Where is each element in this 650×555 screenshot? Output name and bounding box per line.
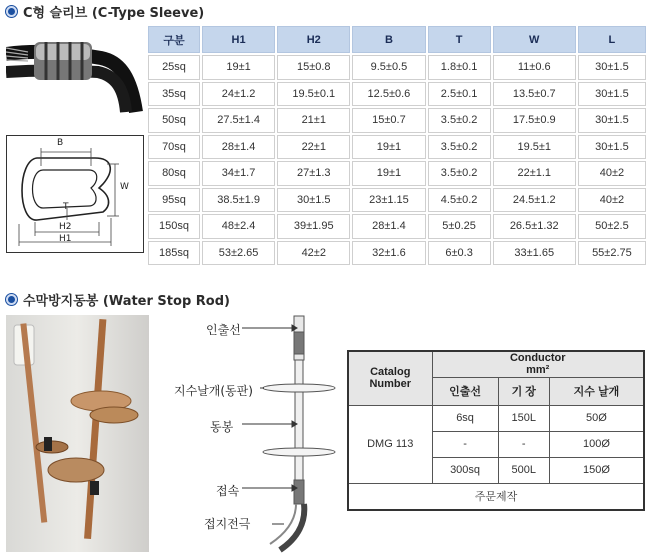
sleeve-section-title — [6, 2, 204, 21]
catalog-header: Catalog Number — [348, 351, 432, 405]
table-cell: 2.5±0.1 — [428, 82, 491, 107]
table-cell: 55±2.75 — [578, 241, 646, 266]
table-cell: 50Ø — [549, 405, 644, 431]
row-header-cell: 50sq — [148, 108, 200, 133]
catalog-number-cell: DMG 113 — [348, 405, 432, 483]
table-cell: 300sq — [432, 457, 498, 483]
dim-label-b: B — [57, 138, 64, 148]
dim-label-h1: H1 — [59, 234, 72, 244]
bullet-icon — [6, 6, 17, 17]
table-cell: 21±1 — [277, 108, 350, 133]
table-row — [148, 55, 646, 80]
table-row — [148, 188, 646, 213]
table-cell: 15±0.7 — [352, 108, 425, 133]
table-row — [148, 241, 646, 266]
table-cell: 3.5±0.2 — [428, 108, 491, 133]
table-cell: 24±1.2 — [202, 82, 275, 107]
table-cell: 48±2.4 — [202, 214, 275, 239]
subheader-cell: 기 장 — [498, 377, 549, 405]
table-cell: 17.5±0.9 — [493, 108, 576, 133]
table-row — [148, 135, 646, 160]
dim-label-h2: H2 — [59, 222, 72, 232]
table-cell: - — [432, 431, 498, 457]
row-header-cell: 150sq — [148, 214, 200, 239]
table-row — [148, 108, 646, 133]
label-ground-electrode: 접지전극 — [204, 517, 251, 531]
table-cell: 19.5±0.1 — [277, 82, 350, 107]
table-row — [148, 161, 646, 186]
sleeve-dimension-drawing — [6, 135, 144, 253]
table-row — [148, 214, 646, 239]
table-cell: 23±1.15 — [352, 188, 425, 213]
table-cell: 11±0.6 — [493, 55, 576, 80]
label-copper-rod: 동봉 — [210, 420, 234, 434]
table-cell: 28±1.4 — [352, 214, 425, 239]
table-cell: 32±1.6 — [352, 241, 425, 266]
row-header-cell: 35sq — [148, 82, 200, 107]
table-cell: 34±1.7 — [202, 161, 275, 186]
table-cell: 15±0.8 — [277, 55, 350, 80]
table-cell: 5±0.25 — [428, 214, 491, 239]
table-cell: 30±1.5 — [578, 82, 646, 107]
table-cell: 28±1.4 — [202, 135, 275, 160]
table-cell: 9.5±0.5 — [352, 55, 425, 80]
subheader-cell: 인출선 — [432, 377, 498, 405]
label-lead-wire: 인출선 — [206, 323, 241, 337]
dim-label-w: W — [120, 182, 129, 192]
table-cell: 33±1.65 — [493, 241, 576, 266]
sleeve-spec-table — [146, 24, 648, 267]
table-cell: 19±1 — [352, 161, 425, 186]
dim-label-t: T — [63, 202, 69, 212]
label-water-stop: 지수날개(동판) — [174, 384, 253, 398]
rod-title-text: 수막방지동봉 (Water Stop Rod) — [23, 294, 230, 309]
table-cell: 150Ø — [549, 457, 644, 483]
conductor-table — [347, 350, 645, 511]
table-row — [348, 405, 644, 431]
sleeve-title-text: C형 슬리브 (C-Type Sleeve) — [23, 6, 205, 21]
table-cell: 22±1 — [277, 135, 350, 160]
table-cell: 30±1.5 — [277, 188, 350, 213]
table-cell: 24.5±1.2 — [493, 188, 576, 213]
table-cell: 30±1.5 — [578, 135, 646, 160]
header-cell: 구분 — [148, 26, 200, 53]
label-joint: 접속 — [216, 484, 240, 498]
table-cell: 30±1.5 — [578, 108, 646, 133]
table-cell: 19.5±1 — [493, 135, 576, 160]
row-header-cell: 185sq — [148, 241, 200, 266]
rod-section-title — [6, 290, 230, 309]
table-cell: 30±1.5 — [578, 55, 646, 80]
table-cell: 53±2.65 — [202, 241, 275, 266]
table-cell: 19±1 — [352, 135, 425, 160]
table-cell: 3.5±0.2 — [428, 161, 491, 186]
row-header-cell: 80sq — [148, 161, 200, 186]
table-cell: 40±2 — [578, 188, 646, 213]
table-cell: 39±1.95 — [277, 214, 350, 239]
table-cell: 6±0.3 — [428, 241, 491, 266]
table-cell: 27.5±1.4 — [202, 108, 275, 133]
row-header-cell: 95sq — [148, 188, 200, 213]
table-cell: 50±2.5 — [578, 214, 646, 239]
table-cell: 26.5±1.32 — [493, 214, 576, 239]
table-cell: 150L — [498, 405, 549, 431]
table-cell: 19±1 — [202, 55, 275, 80]
table-cell: 500L — [498, 457, 549, 483]
table-cell: - — [498, 431, 549, 457]
header-cell: L — [578, 26, 646, 53]
conductor-header — [432, 351, 644, 377]
row-header-cell: 25sq — [148, 55, 200, 80]
table-cell: 100Ø — [549, 431, 644, 457]
table-cell: 6sq — [432, 405, 498, 431]
header-cell: W — [493, 26, 576, 53]
table-cell: 12.5±0.6 — [352, 82, 425, 107]
header-cell: H1 — [202, 26, 275, 53]
conductor-header-text: Conductor — [509, 352, 566, 365]
table-cell: 38.5±1.9 — [202, 188, 275, 213]
table-cell: 42±2 — [277, 241, 350, 266]
header-cell: B — [352, 26, 425, 53]
table-cell: 40±2 — [578, 161, 646, 186]
conductor-unit-text: mm² — [526, 364, 550, 377]
table-cell: 13.5±0.7 — [493, 82, 576, 107]
table-row — [148, 82, 646, 107]
custom-order-note: 주문제작 — [348, 483, 644, 510]
subheader-cell: 지수 날개 — [549, 377, 644, 405]
row-header-cell: 70sq — [148, 135, 200, 160]
bullet-icon — [6, 294, 17, 305]
table-footer-row — [348, 483, 644, 510]
table-cell: 4.5±0.2 — [428, 188, 491, 213]
table-cell: 1.8±0.1 — [428, 55, 491, 80]
rod-photo — [6, 315, 149, 552]
sleeve-photo — [6, 24, 143, 114]
table-header-row — [148, 26, 646, 53]
table-header-row — [348, 351, 644, 377]
table-cell: 3.5±0.2 — [428, 135, 491, 160]
header-cell: T — [428, 26, 491, 53]
header-cell: H2 — [277, 26, 350, 53]
table-cell: 27±1.3 — [277, 161, 350, 186]
table-cell: 22±1.1 — [493, 161, 576, 186]
